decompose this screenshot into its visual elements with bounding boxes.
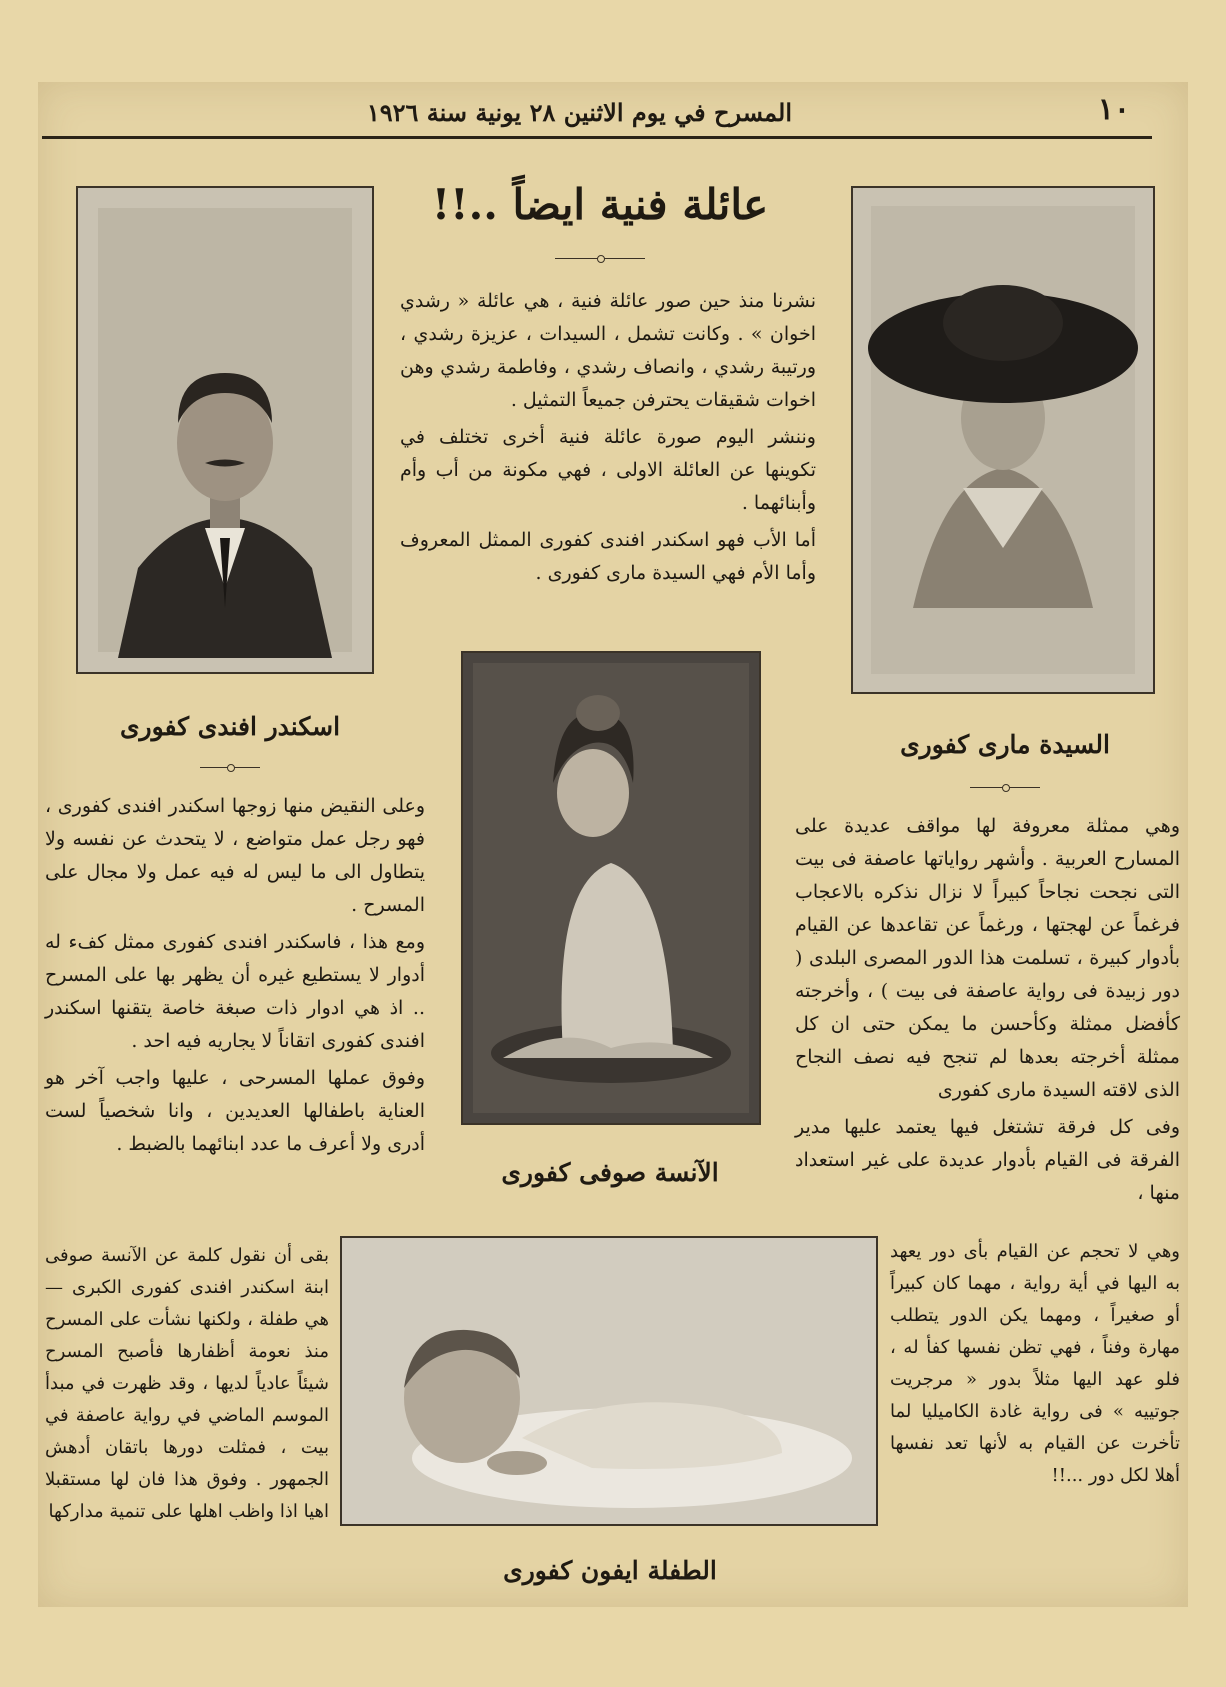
photo-baby — [340, 1236, 878, 1526]
right-paragraph: وهي ممثلة معروفة لها مواقف عديدة على المسارح العربية . وأشهر رواياتها عاصفة فى بيت التى نجحت نجاحاً كبيراً لا نزال نذكره بالاعجاب فرغماً عن لهجتها ، ورغماً عن تقاعدها عن القيام بأدوار كبيرة ، تسلمت هذا الدور المصرى البلدى ( دور زبيدة فى رواية عاصفة فى بيت ) ، وأخرجته كأفضل ممثلة وكأحسن ما يمكن حتى ان كل ممثلة أخرجته بعدها لم تنجح فيه نصف النجاح الذى لاقته السيدة مارى كفورى — [795, 815, 1180, 1101]
caption-ornament — [970, 787, 1040, 788]
intro-paragraph: نشرنا منذ حين صور عائلة فنية ، هي عائلة « رشدي اخوان » . وكانت تشمل ، السيدات ، عزيزة رشدي ، ورتيبة رشدي ، وانصاف رشدي ، وفاطمة رشدي وهن اخوات شقيقات يحترفن جميعاً التمثيل . — [400, 290, 816, 411]
caption-daughter: الآنسة صوفى كفورى — [501, 1158, 719, 1187]
right-bottom-text: وهي لا تحجم عن القيام بأى دور يعهد به اليها في أية رواية ، مهما كان كبيراً أو صغيراً ، ومهما يكن الدور يتطلب مهارة وفناً ، فهي تظن نفسها كفأ له ، فلو عهد اليها مثلاً بدور « مرجريت جوتييه » فى رواية غادة الكاميليا لما تأخرت عن القيام به لأنها تعد نفسها أهلا لكل دور ...!! — [890, 1241, 1180, 1486]
left-bottom-text: بقى أن نقول كلمة عن الآنسة صوفى ابنة اسكندر افندى كفورى الكبرى — هي طفلة ، ولكنها نشأت على المسرح منذ نعومة أظفارها فأصبح المسرح شيئاً عادياً لديها ، وقد ظهرت في مبدأ الموسم الماضي في رواية عاصفة في بيت ، فمثلت دورها باتقان أدهش الجمهور . وفوق هذا فان لها مستقبلا اهيا اذا واظب اهلها على تنمية مداركها — [45, 1245, 329, 1522]
photo-father — [76, 186, 374, 674]
right-column-text — [795, 810, 1180, 1214]
intro-paragraph: وننشر اليوم صورة عائلة فنية أخرى تختلف في تكوينها عن العائلة الاولى ، فهي مكونة من أب وأم وأبنائهما . — [400, 426, 816, 514]
intro-text — [400, 285, 816, 594]
title-ornament — [555, 258, 645, 259]
photo-daughter — [461, 651, 761, 1125]
page-number: ١٠ — [1097, 92, 1130, 127]
caption-ornament — [200, 767, 260, 768]
caption-mother: السيدة مارى كفورى — [900, 730, 1110, 759]
caption-baby: الطفلة ايفون كفورى — [503, 1556, 717, 1585]
header-rule — [42, 136, 1152, 139]
photo-mother — [851, 186, 1155, 694]
left-column-text — [45, 790, 425, 1165]
intro-paragraph: أما الأب فهو اسكندر افندى كفورى الممثل المعروف وأما الأم فهي السيدة مارى كفورى . — [400, 529, 816, 584]
article-title: عائلة فنية ايضاً ..!! — [431, 180, 769, 229]
header-dateline: المسرح في يوم الاثنين ٢٨ يونية سنة ١٩٢٦ — [366, 98, 792, 127]
left-paragraph: ومع هذا ، فاسكندر افندى كفورى ممثل كفء له أدوار لا يستطيع غيره أن يظهر بها على المسرح .. اذ هي ادوار ذات صبغة خاصة يتقنها اسكندر افندى كفورى اتقاناً لا يجاريه فيه احد . — [45, 931, 425, 1052]
left-paragraph: وفوق عملها المسرحى ، عليها واجب آخر هو العناية باطفالها العديدين ، وانا شخصياً لست أدرى ولا أعرف ما عدد ابنائهما بالضبط . — [45, 1067, 425, 1155]
left-paragraph: وعلى النقيض منها زوجها اسكندر افندى كفورى ، فهو رجل عمل متواضع ، لا يتحدث عن نفسه ولا يتطاول الى ما ليس له فيه عمل ولا مجال على المسرح . — [45, 795, 425, 916]
caption-father: اسكندر افندى كفورى — [119, 712, 341, 741]
page-header — [42, 86, 1152, 138]
right-paragraph: وفى كل فرقة تشتغل فيها يعتمد عليها مدير الفرقة فى القيام بأدوار عديدة على غير استعداد منها ، — [795, 1116, 1180, 1204]
